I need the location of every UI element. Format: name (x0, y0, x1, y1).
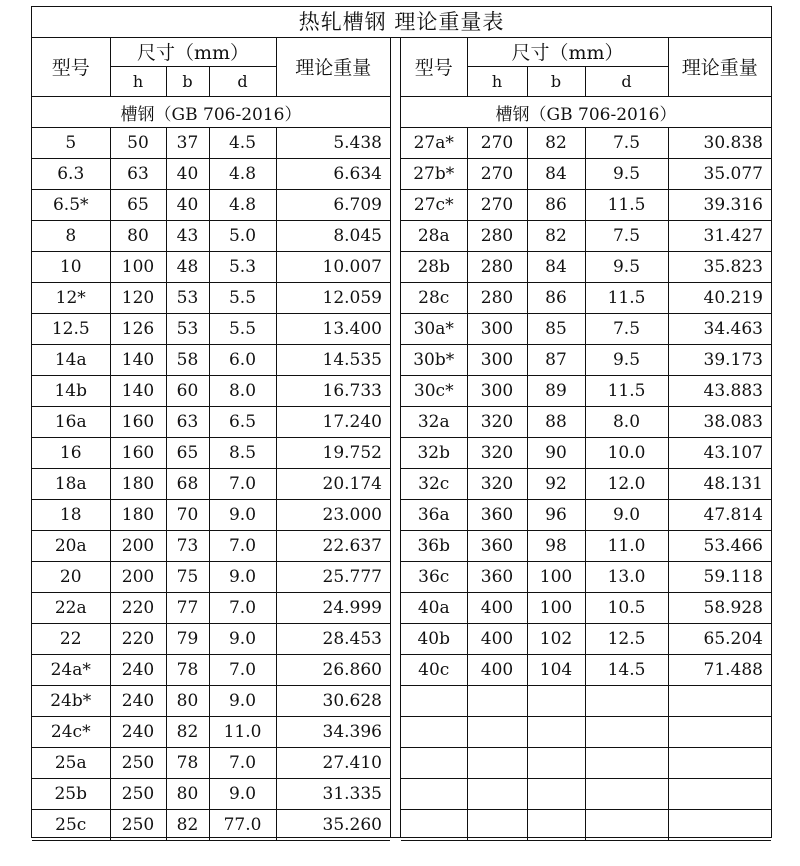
cell-b (527, 686, 585, 717)
cell-d (585, 810, 668, 841)
cell-h: 400 (467, 655, 527, 686)
header-size: 尺寸（mm） (467, 37, 668, 67)
cell-model: 28b (401, 252, 467, 283)
table-row (32, 469, 390, 500)
cell-d: 7.0 (209, 531, 276, 562)
table-row (401, 779, 771, 810)
cell-weight: 35.823 (668, 252, 771, 283)
cell-d: 7.5 (585, 128, 668, 159)
cell-d: 12.0 (585, 469, 668, 500)
table-row (32, 438, 390, 469)
cell-d: 11.0 (209, 717, 276, 748)
cell-weight: 13.400 (276, 314, 390, 345)
cell-model: 14b (32, 376, 110, 407)
cell-weight (668, 717, 771, 748)
cell-h: 270 (467, 190, 527, 221)
cell-h: 250 (110, 779, 166, 810)
cell-weight: 53.466 (668, 531, 771, 562)
cell-model: 24a* (32, 655, 110, 686)
cell-d: 12.5 (585, 624, 668, 655)
cell-model: 40c (401, 655, 467, 686)
cell-d: 9.0 (209, 686, 276, 717)
table-row (401, 469, 771, 500)
cell-weight: 30.838 (668, 128, 771, 159)
right-half (400, 37, 771, 837)
table-halves (32, 37, 771, 837)
cell-d: 9.0 (209, 562, 276, 593)
cell-h (467, 810, 527, 841)
cell-b (527, 748, 585, 779)
cell-d: 9.0 (209, 500, 276, 531)
cell-h: 220 (110, 593, 166, 624)
cell-h: 240 (110, 686, 166, 717)
table-row (401, 717, 771, 748)
cell-model: 28c (401, 283, 467, 314)
cell-weight: 31.427 (668, 221, 771, 252)
cell-d: 8.0 (585, 407, 668, 438)
cell-d (585, 748, 668, 779)
cell-model: 6.5* (32, 190, 110, 221)
cell-h: 240 (110, 717, 166, 748)
cell-b: 84 (527, 252, 585, 283)
cell-d: 10.5 (585, 593, 668, 624)
table-row (401, 159, 771, 190)
cell-d: 7.5 (585, 314, 668, 345)
cell-b: 100 (527, 593, 585, 624)
cell-weight: 39.316 (668, 190, 771, 221)
cell-model: 40b (401, 624, 467, 655)
cell-weight: 22.637 (276, 531, 390, 562)
cell-d: 5.0 (209, 221, 276, 252)
cell-model: 14a (32, 345, 110, 376)
cell-h: 220 (110, 624, 166, 655)
cell-h: 400 (467, 593, 527, 624)
cell-d: 9.5 (585, 345, 668, 376)
cell-model: 32a (401, 407, 467, 438)
weight-table-sheet (31, 6, 772, 838)
cell-weight: 27.410 (276, 748, 390, 779)
table-row (401, 686, 771, 717)
cell-h (467, 779, 527, 810)
cell-b: 102 (527, 624, 585, 655)
table-row (401, 221, 771, 252)
cell-d: 9.5 (585, 252, 668, 283)
cell-model: 25b (32, 779, 110, 810)
table-row (32, 407, 390, 438)
cell-d: 6.0 (209, 345, 276, 376)
cell-model: 36a (401, 500, 467, 531)
cell-h: 50 (110, 128, 166, 159)
cell-b: 48 (166, 252, 209, 283)
cell-model: 32c (401, 469, 467, 500)
cell-b: 85 (527, 314, 585, 345)
cell-d: 9.5 (585, 159, 668, 190)
cell-weight: 71.488 (668, 655, 771, 686)
table-row (401, 128, 771, 159)
cell-h: 280 (467, 283, 527, 314)
header-standard: 槽钢（GB 706-2016） (401, 97, 771, 128)
cell-model: 8 (32, 221, 110, 252)
cell-d: 9.0 (585, 500, 668, 531)
cell-h (467, 686, 527, 717)
cell-b: 80 (166, 686, 209, 717)
table-title: 热轧槽钢 理论重量表 (32, 7, 771, 38)
cell-model (401, 779, 467, 810)
header-weight: 理论重量 (276, 37, 390, 97)
cell-model: 20a (32, 531, 110, 562)
cell-model: 12.5 (32, 314, 110, 345)
table-row (401, 531, 771, 562)
cell-d: 7.0 (209, 748, 276, 779)
cell-d: 13.0 (585, 562, 668, 593)
cell-model: 30a* (401, 314, 467, 345)
cell-weight: 43.107 (668, 438, 771, 469)
cell-weight: 59.118 (668, 562, 771, 593)
cell-h: 250 (110, 748, 166, 779)
cell-model (401, 686, 467, 717)
table-row (401, 593, 771, 624)
cell-model: 18a (32, 469, 110, 500)
table-row (32, 779, 390, 810)
cell-model: 12* (32, 283, 110, 314)
cell-d: 7.5 (585, 221, 668, 252)
cell-b: 68 (166, 469, 209, 500)
cell-weight: 19.752 (276, 438, 390, 469)
table-row (401, 562, 771, 593)
table-row (32, 624, 390, 655)
cell-b: 43 (166, 221, 209, 252)
cell-d: 7.0 (209, 655, 276, 686)
cell-h: 320 (467, 407, 527, 438)
cell-b: 96 (527, 500, 585, 531)
cell-model: 27b* (401, 159, 467, 190)
cell-weight: 38.083 (668, 407, 771, 438)
cell-d: 5.5 (209, 283, 276, 314)
cell-b: 82 (166, 717, 209, 748)
table-row (32, 500, 390, 531)
cell-b: 86 (527, 283, 585, 314)
cell-b: 92 (527, 469, 585, 500)
cell-b: 82 (527, 221, 585, 252)
cell-d: 9.0 (209, 779, 276, 810)
cell-b: 86 (527, 190, 585, 221)
cell-model: 25a (32, 748, 110, 779)
cell-weight: 39.173 (668, 345, 771, 376)
right-table-body (401, 37, 771, 841)
cell-d (585, 686, 668, 717)
header-d: d (209, 67, 276, 97)
cell-h: 126 (110, 314, 166, 345)
header-size: 尺寸（mm） (110, 37, 276, 67)
cell-model: 32b (401, 438, 467, 469)
cell-weight: 26.860 (276, 655, 390, 686)
cell-weight: 65.204 (668, 624, 771, 655)
cell-weight: 28.453 (276, 624, 390, 655)
cell-h: 63 (110, 159, 166, 190)
cell-h: 300 (467, 314, 527, 345)
cell-d: 10.0 (585, 438, 668, 469)
cell-b (527, 779, 585, 810)
cell-weight: 43.883 (668, 376, 771, 407)
cell-model: 22 (32, 624, 110, 655)
table-row (401, 438, 771, 469)
cell-b: 53 (166, 314, 209, 345)
left-table-body (32, 37, 390, 841)
cell-weight: 34.463 (668, 314, 771, 345)
table-row (32, 717, 390, 748)
cell-b: 82 (527, 128, 585, 159)
cell-h: 280 (467, 221, 527, 252)
cell-b: 90 (527, 438, 585, 469)
header-model: 型号 (32, 37, 110, 97)
cell-model: 30b* (401, 345, 467, 376)
cell-b: 84 (527, 159, 585, 190)
cell-b: 79 (166, 624, 209, 655)
cell-weight: 10.007 (276, 252, 390, 283)
left-table (32, 37, 390, 841)
cell-d: 11.5 (585, 376, 668, 407)
header-standard: 槽钢（GB 706-2016） (32, 97, 390, 128)
table-row (401, 810, 771, 841)
cell-weight: 35.077 (668, 159, 771, 190)
cell-h: 400 (467, 624, 527, 655)
header-h: h (110, 67, 166, 97)
table-row (401, 314, 771, 345)
cell-weight: 48.131 (668, 469, 771, 500)
cell-weight: 25.777 (276, 562, 390, 593)
cell-b: 70 (166, 500, 209, 531)
cell-model (401, 810, 467, 841)
cell-d: 4.8 (209, 190, 276, 221)
cell-h: 65 (110, 190, 166, 221)
table-row (32, 345, 390, 376)
cell-d (585, 717, 668, 748)
cell-b: 80 (166, 779, 209, 810)
cell-model: 28a (401, 221, 467, 252)
cell-b: 82 (166, 810, 209, 841)
cell-h: 360 (467, 562, 527, 593)
table-row (401, 407, 771, 438)
cell-b: 87 (527, 345, 585, 376)
cell-h: 200 (110, 531, 166, 562)
cell-b: 104 (527, 655, 585, 686)
cell-b (527, 810, 585, 841)
cell-d: 11.5 (585, 283, 668, 314)
right-table (401, 37, 771, 841)
table-row (32, 190, 390, 221)
table-row (32, 810, 390, 841)
cell-model: 16a (32, 407, 110, 438)
cell-weight (668, 748, 771, 779)
cell-h: 140 (110, 376, 166, 407)
cell-h: 300 (467, 376, 527, 407)
cell-h: 100 (110, 252, 166, 283)
header-weight: 理论重量 (668, 37, 771, 97)
table-row (32, 252, 390, 283)
cell-b: 98 (527, 531, 585, 562)
cell-b: 73 (166, 531, 209, 562)
cell-d: 8.5 (209, 438, 276, 469)
cell-b: 77 (166, 593, 209, 624)
cell-weight: 5.438 (276, 128, 390, 159)
cell-model: 24c* (32, 717, 110, 748)
cell-b: 58 (166, 345, 209, 376)
cell-b: 75 (166, 562, 209, 593)
table-row (401, 376, 771, 407)
table-row (32, 159, 390, 190)
cell-h (467, 717, 527, 748)
cell-model: 25c (32, 810, 110, 841)
cell-model (401, 717, 467, 748)
cell-d (585, 779, 668, 810)
cell-model: 5 (32, 128, 110, 159)
cell-b: 88 (527, 407, 585, 438)
cell-model: 40a (401, 593, 467, 624)
left-half (32, 37, 391, 837)
cell-d: 7.0 (209, 593, 276, 624)
cell-weight: 34.396 (276, 717, 390, 748)
cell-b: 53 (166, 283, 209, 314)
cell-h: 250 (110, 810, 166, 841)
cell-weight: 8.045 (276, 221, 390, 252)
cell-h: 240 (110, 655, 166, 686)
cell-h: 160 (110, 438, 166, 469)
cell-d: 9.0 (209, 624, 276, 655)
cell-h: 300 (467, 345, 527, 376)
cell-b: 89 (527, 376, 585, 407)
cell-d: 14.5 (585, 655, 668, 686)
cell-h: 270 (467, 128, 527, 159)
cell-model: 22a (32, 593, 110, 624)
cell-h: 200 (110, 562, 166, 593)
cell-d: 4.5 (209, 128, 276, 159)
header-b: b (166, 67, 209, 97)
cell-model: 16 (32, 438, 110, 469)
table-row (32, 655, 390, 686)
header-d: d (585, 67, 668, 97)
cell-weight: 24.999 (276, 593, 390, 624)
cell-weight: 12.059 (276, 283, 390, 314)
table-row (401, 190, 771, 221)
table-row (32, 314, 390, 345)
cell-weight (668, 779, 771, 810)
cell-weight: 20.174 (276, 469, 390, 500)
cell-h: 140 (110, 345, 166, 376)
cell-b: 40 (166, 159, 209, 190)
cell-model: 6.3 (32, 159, 110, 190)
cell-d: 8.0 (209, 376, 276, 407)
cell-h: 320 (467, 438, 527, 469)
cell-weight: 30.628 (276, 686, 390, 717)
cell-h: 320 (467, 469, 527, 500)
cell-b (527, 717, 585, 748)
table-row (32, 593, 390, 624)
cell-h: 120 (110, 283, 166, 314)
table-row (401, 345, 771, 376)
cell-d: 6.5 (209, 407, 276, 438)
cell-model: 36c (401, 562, 467, 593)
cell-model: 36b (401, 531, 467, 562)
table-row (401, 283, 771, 314)
table-row (401, 500, 771, 531)
cell-d: 7.0 (209, 469, 276, 500)
cell-weight: 40.219 (668, 283, 771, 314)
cell-weight: 31.335 (276, 779, 390, 810)
cell-b: 65 (166, 438, 209, 469)
cell-model: 20 (32, 562, 110, 593)
table-row (401, 252, 771, 283)
cell-model: 30c* (401, 376, 467, 407)
table-row (32, 748, 390, 779)
header-b: b (527, 67, 585, 97)
cell-weight: 6.709 (276, 190, 390, 221)
cell-weight: 47.814 (668, 500, 771, 531)
cell-h: 80 (110, 221, 166, 252)
cell-d: 4.8 (209, 159, 276, 190)
cell-weight: 35.260 (276, 810, 390, 841)
cell-model: 27c* (401, 190, 467, 221)
cell-h: 160 (110, 407, 166, 438)
cell-model: 27a* (401, 128, 467, 159)
cell-d: 5.5 (209, 314, 276, 345)
cell-h: 360 (467, 531, 527, 562)
cell-model: 18 (32, 500, 110, 531)
cell-h: 280 (467, 252, 527, 283)
cell-weight: 6.634 (276, 159, 390, 190)
cell-h: 270 (467, 159, 527, 190)
cell-weight: 17.240 (276, 407, 390, 438)
table-row (32, 128, 390, 159)
header-h: h (467, 67, 527, 97)
cell-weight (668, 810, 771, 841)
cell-d: 11.0 (585, 531, 668, 562)
table-row (32, 283, 390, 314)
table-row (32, 562, 390, 593)
cell-model: 24b* (32, 686, 110, 717)
cell-weight: 14.535 (276, 345, 390, 376)
cell-b: 63 (166, 407, 209, 438)
table-row (32, 531, 390, 562)
cell-b: 78 (166, 655, 209, 686)
cell-b: 78 (166, 748, 209, 779)
cell-b: 40 (166, 190, 209, 221)
cell-b: 100 (527, 562, 585, 593)
cell-d: 77.0 (209, 810, 276, 841)
cell-b: 37 (166, 128, 209, 159)
cell-h (467, 748, 527, 779)
cell-h: 180 (110, 469, 166, 500)
cell-weight: 16.733 (276, 376, 390, 407)
table-row (401, 655, 771, 686)
header-model: 型号 (401, 37, 467, 97)
cell-h: 360 (467, 500, 527, 531)
cell-weight: 23.000 (276, 500, 390, 531)
cell-model: 10 (32, 252, 110, 283)
table-row (401, 748, 771, 779)
cell-b: 60 (166, 376, 209, 407)
cell-weight: 58.928 (668, 593, 771, 624)
cell-model (401, 748, 467, 779)
cell-d: 5.3 (209, 252, 276, 283)
table-row (401, 624, 771, 655)
table-row (32, 221, 390, 252)
cell-h: 180 (110, 500, 166, 531)
table-row (32, 686, 390, 717)
cell-d: 11.5 (585, 190, 668, 221)
cell-weight (668, 686, 771, 717)
table-row (32, 376, 390, 407)
